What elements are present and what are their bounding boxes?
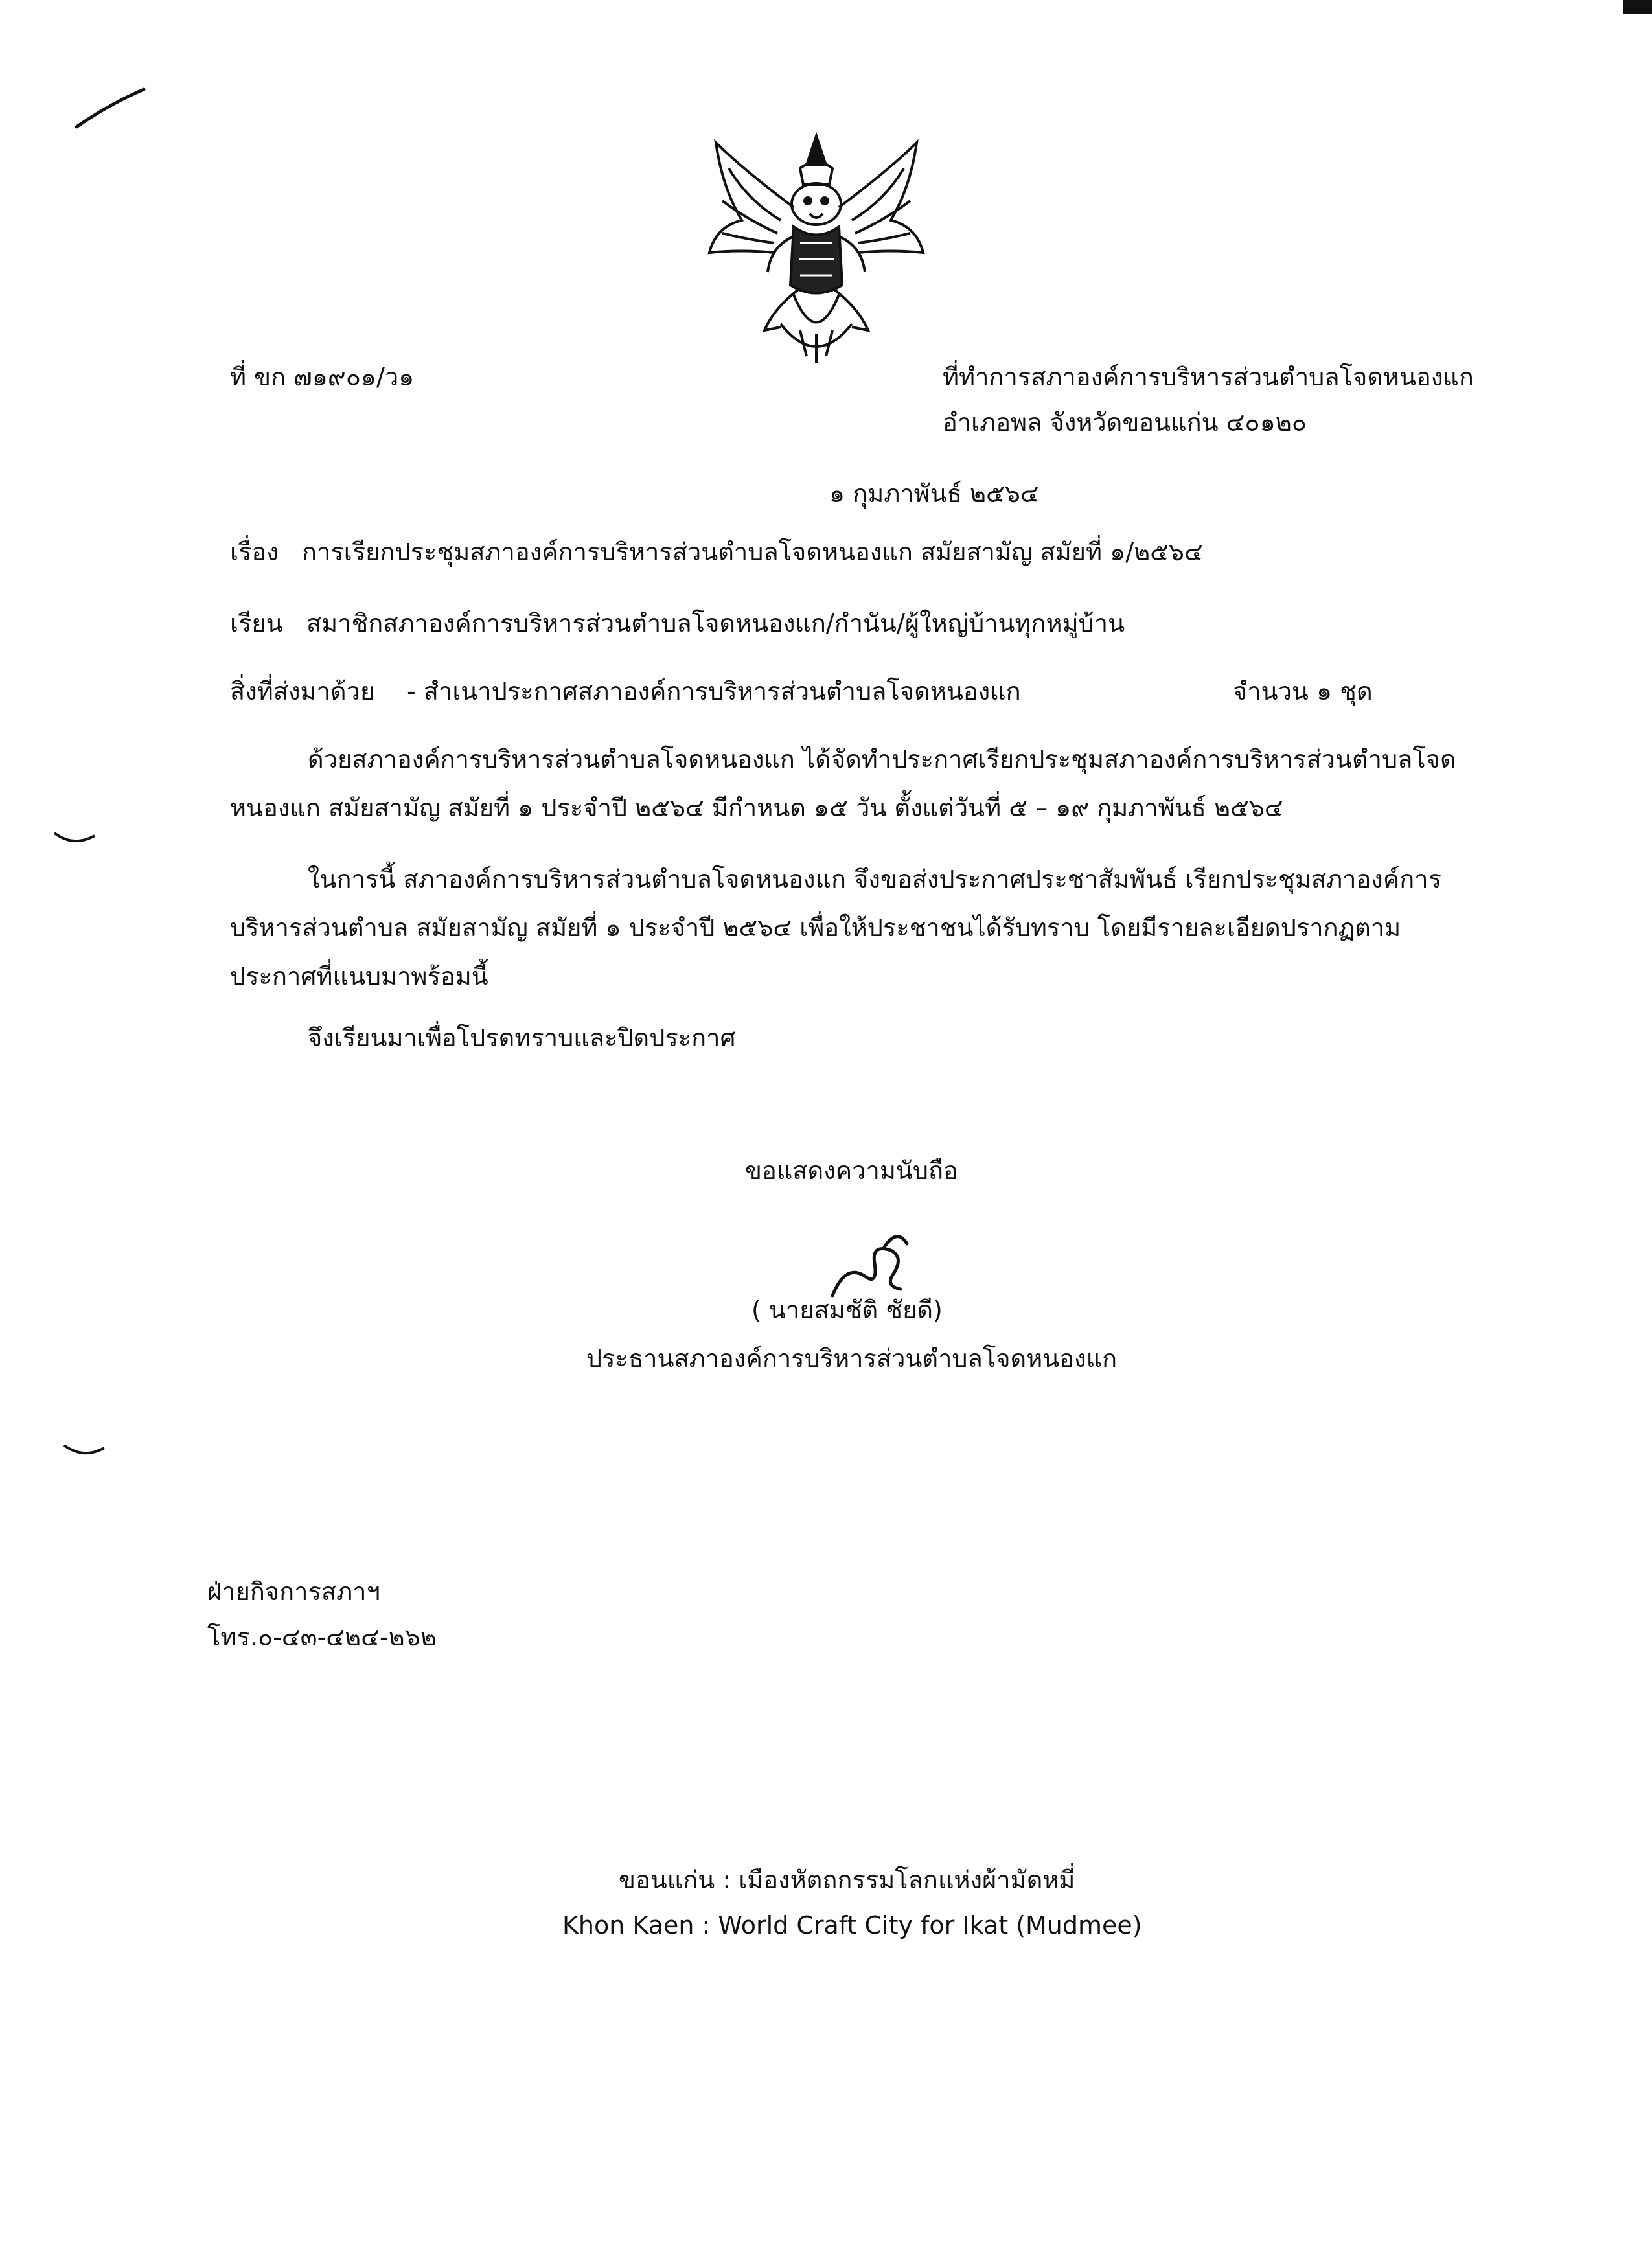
corner-mark [1623, 0, 1652, 14]
paragraph-2-line-3: ประกาศที่แนบมาพร้อมนี้ [230, 962, 488, 991]
signer-name: ( นายสมชัติ ชัยดี) [751, 1296, 943, 1324]
enclosure-label: สิ่งที่ส่งมาด้วย [230, 677, 375, 705]
paragraph-2-line-2: บริหารส่วนตำบล สมัยสามัญ สมัยที่ ๑ ประจำปี ๒๕๖๔ เพื่อให้ประชาชนได้รับทราบ โดยมีรายละเอียดปรากฏตาม [230, 913, 1401, 942]
paragraph-1-line-1: ด้วยสภาองค์การบริหารส่วนตำบลโจดหนองแก ได้จัดทำประกาศเรียกประชุมสภาองค์การบริหารส่วนตำบลโจด [308, 745, 1456, 773]
office-address-line1: ที่ทำการสภาองค์การบริหารส่วนตำบลโจดหนองแก [943, 363, 1474, 391]
garuda-emblem-icon [703, 130, 930, 369]
phone-number: โทร.๐-๔๓-๔๒๔-๒๖๒ [207, 1623, 437, 1651]
addressee-text: สมาชิกสภาองค์การบริหารส่วนตำบลโจดหนองแก/กำนัน/ผู้ใหญ่บ้านทุกหมู่บ้าน [306, 609, 1125, 637]
enclosure-quantity: จำนวน ๑ ชุด [1233, 677, 1373, 705]
subject-text: การเรียกประชุมสภาองค์การบริหารส่วนตำบลโจดหนองแก สมัยสามัญ สมัยที่ ๑/๒๕๖๔ [302, 538, 1203, 566]
footer-slogan-thai: ขอนแก่น : เมืองหัตถกรรมโลกแห่งผ้ามัดหมี่ [619, 1866, 1075, 1894]
addressee-line [230, 609, 1125, 639]
addressee-label: เรียน [230, 609, 283, 637]
office-address-line2: อำเภอพล จังหวัดขอนแก่น ๔๐๑๒๐ [943, 408, 1307, 437]
paragraph-1-line-2: หนองแก สมัยสามัญ สมัยที่ ๑ ประจำปี ๒๕๖๔ มีกำหนด ๑๕ วัน ตั้งแต่วันที่ ๕ – ๑๙ กุมภาพันธ์ ๒๕๖๔ [230, 794, 1283, 822]
paragraph-2-line-1: ในการนี้ สภาองค์การบริหารส่วนตำบลโจดหนองแก จึงขอส่งประกาศประชาสัมพันธ์ เรียกประชุมสภาองค์การ [308, 865, 1442, 893]
subject-label: เรื่อง [230, 538, 279, 566]
reference-number: ที่ ขก ๗๑๙๐๑/ว๑ [230, 363, 415, 391]
enclosure-text: - สำเนาประกาศสภาองค์การบริหารส่วนตำบลโจดหนองแก [407, 677, 1021, 705]
signer-title: ประธานสภาองค์การบริหารส่วนตำบลโจดหนองแก [586, 1344, 1118, 1373]
letter-date: ๑ กุมภาพันธ์ ๒๕๖๔ [829, 479, 1039, 508]
punch-mark [52, 829, 97, 849]
subject-line [230, 538, 1203, 567]
closing-phrase: ขอแสดงความนับถือ [745, 1156, 958, 1185]
pen-stroke-mark [71, 84, 149, 136]
punch-mark [62, 1441, 107, 1461]
footer-slogan-english: Khon Kaen : World Craft City for Ikat (Mudmee) [562, 1911, 1142, 1940]
paragraph-3: จึงเรียนมาเพื่อโปรดทราบและปิดประกาศ [308, 1024, 736, 1052]
department: ฝ่ายกิจการสภาฯ [207, 1577, 380, 1606]
